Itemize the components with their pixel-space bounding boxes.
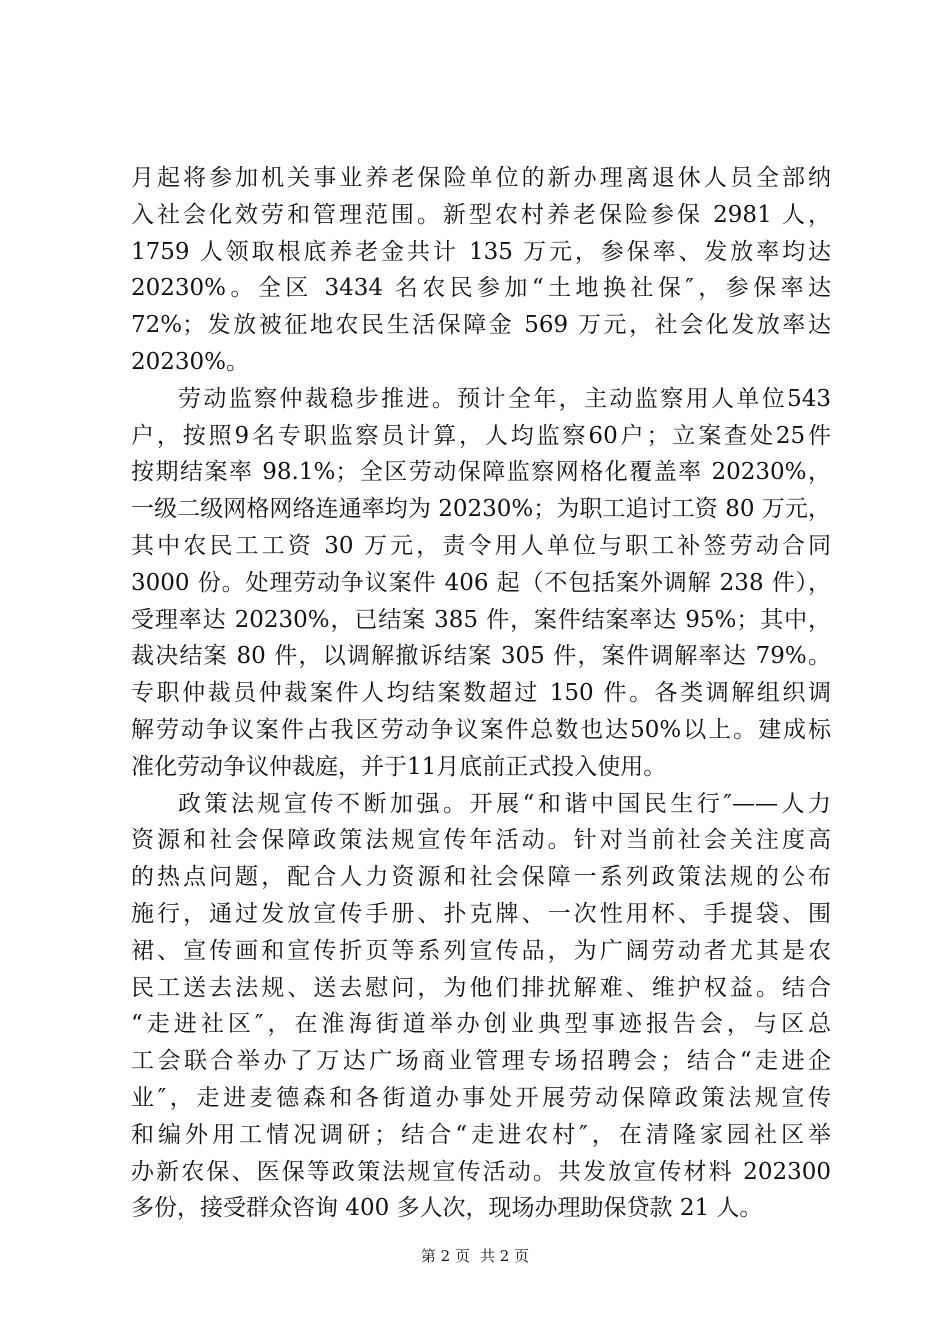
text-line: 工会联合举办了万达广场商业管理专场招聘会；结合“走进企 (131, 1048, 831, 1075)
text-line: 资源和社会保障政策法规宣传年活动。针对当前社会关注度高 (131, 827, 831, 854)
text-line: 72%；发放被征地农民生活保障金 569 万元，社会化发放率达 (131, 312, 831, 339)
paragraph-policy-publicity (131, 786, 831, 1228)
document-body (131, 160, 831, 1227)
page-total: 共 2 页 (480, 1247, 530, 1265)
text-line: 入社会化效劳和管理范围。新型农村养老保险参保 2981 人， (131, 201, 831, 228)
text-line: 一级二级网格网络连通率均为 20230%；为职工追讨工资 80 万元， (131, 496, 831, 523)
text-line: “走进社区″，在淮海街道举办创业典型事迹报告会，与区总 (131, 1011, 831, 1038)
text-line: 准化劳动争议仲裁庭，并于11月底前正式投入使用。 (131, 753, 667, 780)
text-line: 裙、宣传画和宣传折页等系列宣传品，为广阔劳动者尤其是农 (131, 937, 831, 964)
text-line: 政策法规宣传不断加强。开展“和谐中国民生行″——人力 (178, 790, 831, 817)
text-line: 办新农保、医保等政策法规宣传活动。共发放宣传材料 202300 (131, 1158, 831, 1185)
paragraph-labor-inspection (131, 381, 831, 786)
text-line: 专职仲裁员仲裁案件人均结案数超过 150 件。各类调解组织调 (131, 680, 831, 707)
text-line: 3000 份。处理劳动争议案件 406 起（不包括案外调解 238 件）， (131, 569, 831, 596)
text-line: 受理率达 20230%，已结案 385 件，案件结案率达 95%；其中， (131, 606, 831, 633)
text-line: 的热点问题，配合人力资源和社会保障一系列政策法规的公布 (131, 864, 831, 891)
text-line: 20230%。全区 3434 名农民参加“土地换社保″，参保率达 (131, 275, 831, 302)
text-line: 民工送去法规、送去慰问，为他们排扰解难、维护权益。结合 (131, 974, 831, 1001)
text-line: 多份，接受群众咨询 400 多人次，现场办理助保贷款 21 人。 (131, 1195, 763, 1222)
paragraph-pension (131, 160, 831, 381)
text-line: 业″，走进麦德森和各街道办事处开展劳动保障政策法规宣传 (131, 1084, 831, 1111)
text-line: 和编外用工情况调研；结合“走进农村″，在清隆家园社区举 (131, 1121, 831, 1148)
text-line: 劳动监察仲裁稳步推进。预计全年，主动监察用人单位543 (178, 385, 831, 412)
text-line: 裁决结案 80 件，以调解撤诉结案 305 件，案件调解率达 79%。 (131, 643, 831, 670)
text-line: 其中农民工工资 30 万元，责令用人单位与职工补签劳动合同 (131, 532, 831, 559)
page-number: 第 2 页 (420, 1247, 470, 1265)
text-line: 20230%。 (131, 348, 250, 375)
text-line: 施行，通过发放宣传手册、扑克牌、一次性用杯、手提袋、围 (131, 900, 831, 927)
text-line: 解劳动争议案件占我区劳动争议案件总数也达50%以上。建成标 (131, 716, 831, 743)
page-footer (0, 1246, 950, 1266)
text-line: 1759 人领取根底养老金共计 135 万元，参保率、发放率均达 (131, 238, 831, 265)
text-line: 月起将参加机关事业养老保险单位的新办理离退休人员全部纳 (131, 165, 831, 191)
text-line: 户，按照9名专职监察员计算，人均监察60户；立案查处25件 (131, 422, 831, 449)
text-line: 按期结案率 98.1%；全区劳动保障监察网格化覆盖率 20230%， (131, 459, 831, 486)
